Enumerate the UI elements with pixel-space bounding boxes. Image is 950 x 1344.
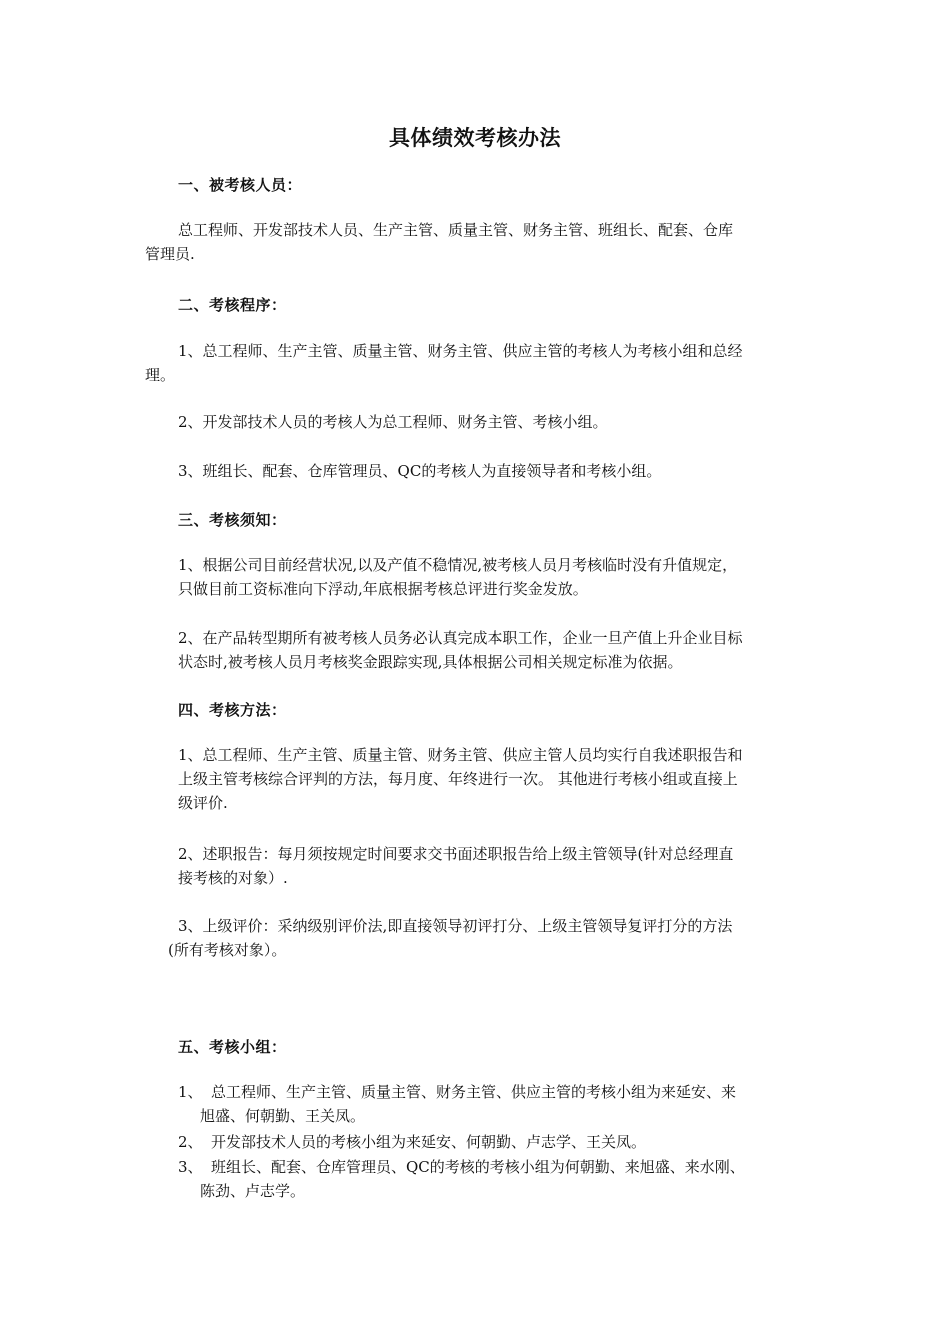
section4-paragraph-1 — [178, 743, 743, 815]
section-heading-3: 三、考核须知： — [178, 511, 287, 529]
list-text-line: 班组长、配套、仓库管理员、QC的考核的考核小组为何朝勤、来旭盛、来水刚、 — [211, 1158, 745, 1176]
list-text-line: 总工程师、生产主管、质量主管、财务主管、供应主管的考核小组为来延安、来 — [211, 1083, 737, 1101]
document-title: 具体绩效考核办法 — [389, 125, 561, 150]
list-number: 3、 — [178, 1158, 203, 1176]
list-item — [178, 1155, 818, 1203]
list-item — [178, 1130, 818, 1154]
section4-paragraph-2 — [178, 842, 733, 890]
paragraph-line: 2、述职报告：每月须按规定时间要求交书面述职报告给上级主管领导(针对总经理直 — [178, 845, 734, 863]
list-text-line: 开发部技术人员的考核小组为来延安、何朝勤、卢志学、王关凤。 — [211, 1133, 647, 1151]
paragraph-line: 2、开发部技术人员的考核人为总工程师、财务主管、考核小组。 — [178, 413, 608, 431]
paragraph-line: 1、根据公司目前经营状况,以及产值不稳情况,被考核人员月考核临时没有升值规定， — [178, 556, 738, 574]
paragraph-line: 只做目前工资标准向下浮动,年底根据考核总评进行奖金发放。 — [178, 580, 588, 598]
list-item — [178, 1080, 818, 1128]
list-text-line: 旭盛、何朝勤、王关凤。 — [200, 1107, 366, 1125]
section2-paragraph-2 — [178, 410, 608, 434]
section1-paragraph — [145, 218, 733, 266]
paragraph-line: 1、总工程师、生产主管、质量主管、财务主管、供应主管的考核人为考核小组和总经 — [178, 342, 743, 360]
section-heading-5: 五、考核小组： — [178, 1038, 287, 1056]
paragraph-line: 理。 — [145, 366, 176, 384]
section-heading-4: 四、考核方法： — [178, 701, 287, 719]
paragraph-line: 2、在产品转型期所有被考核人员务必认真完成本职工作，企业一旦产值上升企业目标 — [178, 629, 743, 647]
paragraph-line: 1、总工程师、生产主管、质量主管、财务主管、供应主管人员均实行自我述职报告和 — [178, 746, 743, 764]
paragraph-line: 状态时,被考核人员月考核奖金跟踪实现,具体根据公司相关规定标准为依据。 — [178, 653, 683, 671]
list-text-line: 陈劲、卢志学。 — [200, 1182, 306, 1200]
paragraph-line: 总工程师、开发部技术人员、生产主管、质量主管、财务主管、班组长、配套、仓库 — [178, 221, 734, 239]
paragraph-line: 管理员. — [145, 245, 195, 263]
section3-paragraph-2 — [178, 626, 743, 674]
section2-paragraph-3 — [178, 459, 661, 483]
section3-paragraph-1 — [178, 553, 737, 601]
paragraph-line: 级评价. — [178, 794, 228, 812]
section2-paragraph-1 — [145, 339, 743, 387]
paragraph-line: 接考核的对象）. — [178, 869, 288, 887]
paragraph-line: 3、上级评价：采纳级别评价法,即直接领导初评打分、上级主管领导复评打分的方法 — [178, 917, 733, 935]
list-number: 1、 — [178, 1083, 203, 1101]
section-heading-2: 二、考核程序： — [178, 296, 287, 314]
paragraph-line: 3、班组长、配套、仓库管理员、QC的考核人为直接领导者和考核小组。 — [178, 462, 662, 480]
section4-paragraph-3 — [168, 914, 732, 962]
section-heading-1: 一、被考核人员： — [178, 176, 303, 194]
paragraph-line: 上级主管考核综合评判的方法，每月度、年终进行一次。 其他进行考核小组或直接上 — [178, 770, 738, 788]
list-number: 2、 — [178, 1133, 203, 1151]
paragraph-line: (所有考核对象）。 — [168, 941, 287, 959]
